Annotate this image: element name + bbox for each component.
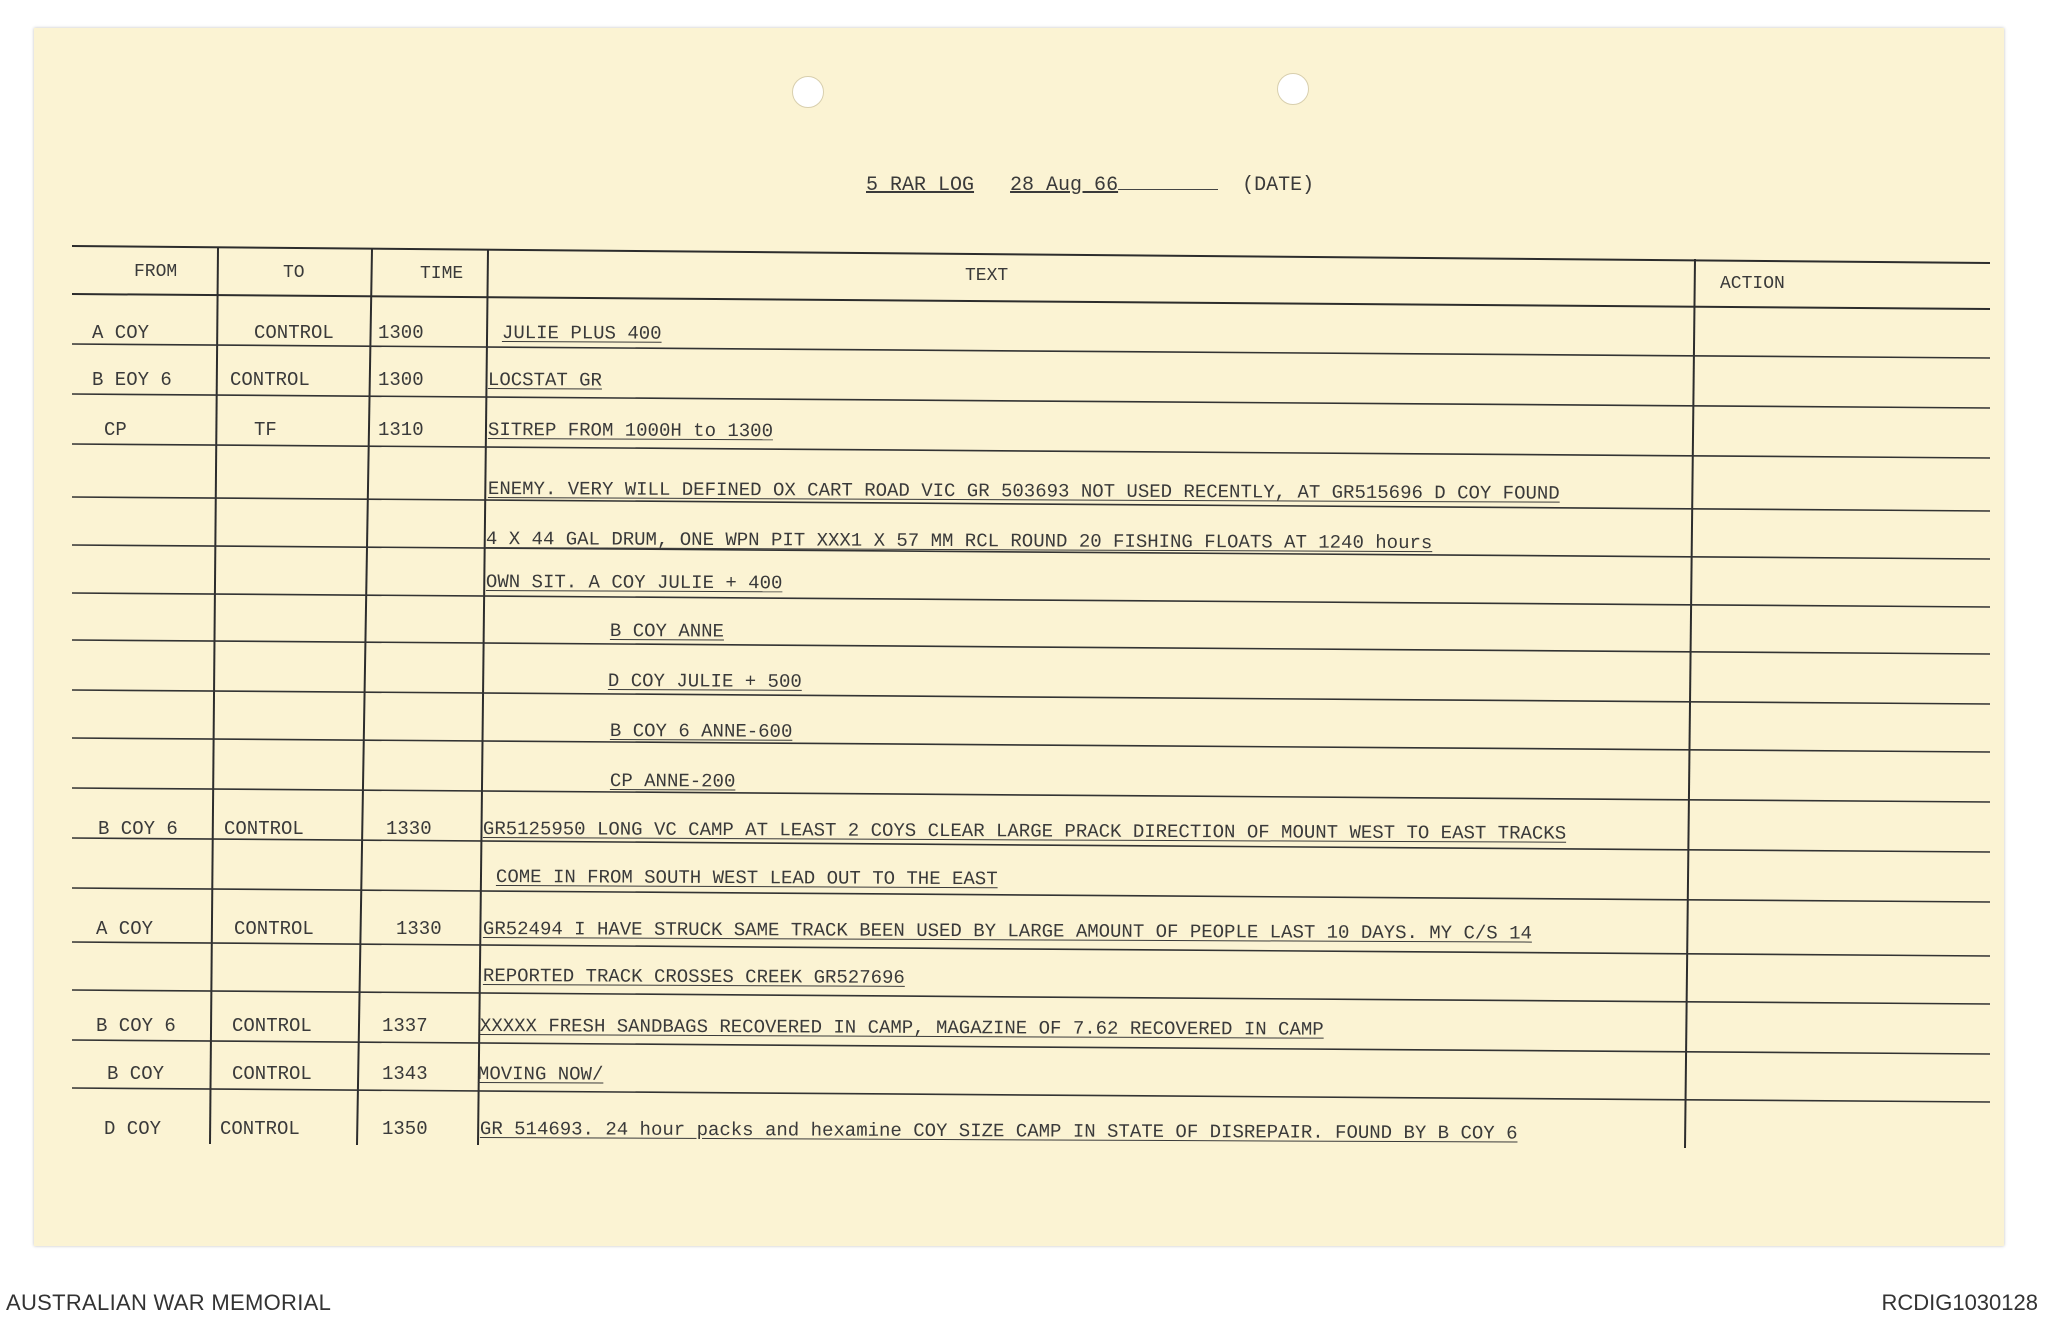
row-rule bbox=[72, 640, 1990, 654]
entry-text: B COY 6 ANNE-600 bbox=[609, 720, 793, 743]
row-rule bbox=[72, 344, 1990, 358]
header-to: TO bbox=[283, 263, 305, 283]
entry-text: OWN SIT. A COY JULIE + 400 bbox=[485, 571, 783, 595]
entry-text: COME IN FROM SOUTH WEST LEAD OUT TO THE EAST bbox=[495, 866, 998, 891]
entry-time: 1343 bbox=[382, 1063, 428, 1085]
entry-time: 1300 bbox=[378, 369, 424, 391]
entry-time: 1310 bbox=[378, 419, 424, 441]
row-rule bbox=[72, 788, 1990, 802]
entry-from: A COY bbox=[96, 918, 154, 940]
entry-to: CONTROL bbox=[220, 1118, 300, 1140]
entry-text: 4 X 44 GAL DRUM, ONE WPN PIT XXX1 X 57 MM RCL ROUND 20 FISHING FLOATS AT 1240 hours bbox=[485, 528, 1433, 555]
col-divider-text bbox=[1685, 259, 1695, 1148]
col-divider-time bbox=[478, 250, 488, 1145]
row-rule bbox=[72, 394, 1990, 408]
col-divider-to bbox=[357, 249, 372, 1145]
header-action: ACTION bbox=[1720, 274, 1785, 294]
footer-institution: AUSTRALIAN WAR MEMORIAL bbox=[6, 1290, 332, 1315]
entry-to: CONTROL bbox=[254, 322, 334, 344]
header-text: TEXT bbox=[965, 266, 1009, 286]
footer-item-id: RCDIG1030128 bbox=[1881, 1290, 2038, 1315]
log-title-date: 28 Aug 66 bbox=[1010, 174, 1119, 197]
row-rule bbox=[72, 738, 1990, 752]
entry-text: MOVING NOW/ bbox=[477, 1063, 604, 1086]
entry-text: JULIE PLUS 400 bbox=[501, 322, 662, 345]
entry-text: GR 514693. 24 hour packs and hexamine COY SIZE CAMP IN STATE OF DISREPAIR. FOUND BY B COY 6 bbox=[479, 1118, 1518, 1145]
row-rule bbox=[72, 444, 1990, 458]
col-divider-from bbox=[210, 248, 218, 1144]
entry-to: CONTROL bbox=[232, 1015, 312, 1037]
entry-text: GR52494 I HAVE STRUCK SAME TRACK BEEN USED BY LARGE AMOUNT OF PEOPLE LAST 10 DAYS. MY C/S 14 bbox=[482, 918, 1532, 945]
entry-text: GR5125950 LONG VC CAMP AT LEAST 2 COYS CLEAR LARGE PRACK DIRECTION OF MOUNT WEST TO EAST TRACKS bbox=[482, 818, 1567, 845]
entry-time: 1337 bbox=[382, 1015, 428, 1037]
entry-text: D COY JULIE + 500 bbox=[607, 670, 802, 693]
entry-to: CONTROL bbox=[232, 1063, 312, 1085]
entry-from: A COY bbox=[92, 322, 150, 344]
entry-text: SITREP FROM 1000H to 1300 bbox=[487, 419, 774, 443]
entry-to: CONTROL bbox=[230, 369, 310, 391]
row-rule bbox=[72, 1040, 1990, 1054]
entry-time: 1330 bbox=[396, 918, 442, 940]
entry-text: CP ANNE-200 bbox=[609, 770, 736, 793]
row-rule bbox=[72, 1088, 1990, 1102]
row-rule bbox=[72, 888, 1990, 902]
entry-time: 1350 bbox=[382, 1118, 428, 1140]
entry-text: LOCSTAT GR bbox=[487, 369, 603, 392]
entry-text: ENEMY. VERY WILL DEFINED OX CART ROAD VIC GR 503693 NOT USED RECENTLY, AT GR515696 D COY FOUND bbox=[487, 478, 1560, 505]
entry-text: REPORTED TRACK CROSSES CREEK GR527696 bbox=[482, 965, 905, 989]
entry-time: 1330 bbox=[386, 818, 432, 840]
row-rule bbox=[72, 593, 1990, 607]
header-time: TIME bbox=[420, 264, 464, 284]
entry-from: CP bbox=[104, 419, 127, 441]
entry-to: TF bbox=[254, 419, 277, 441]
log-title-date-label: (DATE) bbox=[1242, 174, 1315, 197]
entry-text: B COY ANNE bbox=[609, 620, 725, 643]
entry-time: 1300 bbox=[378, 322, 424, 344]
entry-from: B COY 6 bbox=[98, 818, 178, 840]
grid-header-rule bbox=[72, 294, 1990, 309]
entry-to: CONTROL bbox=[234, 918, 314, 940]
row-rule bbox=[72, 690, 1990, 704]
log-title-name: 5 RAR LOG bbox=[866, 174, 975, 197]
entry-from: B EOY 6 bbox=[92, 369, 172, 391]
entry-text: XXXXX FRESH SANDBAGS RECOVERED IN CAMP, MAGAZINE OF 7.62 RECOVERED IN CAMP bbox=[479, 1015, 1324, 1041]
entry-to: CONTROL bbox=[224, 818, 304, 840]
entry-from: B COY 6 bbox=[96, 1015, 176, 1037]
entry-from: B COY bbox=[107, 1063, 165, 1085]
grid-top-rule bbox=[72, 246, 1990, 263]
header-from: FROM bbox=[134, 262, 178, 282]
entry-from: D COY bbox=[104, 1118, 162, 1140]
